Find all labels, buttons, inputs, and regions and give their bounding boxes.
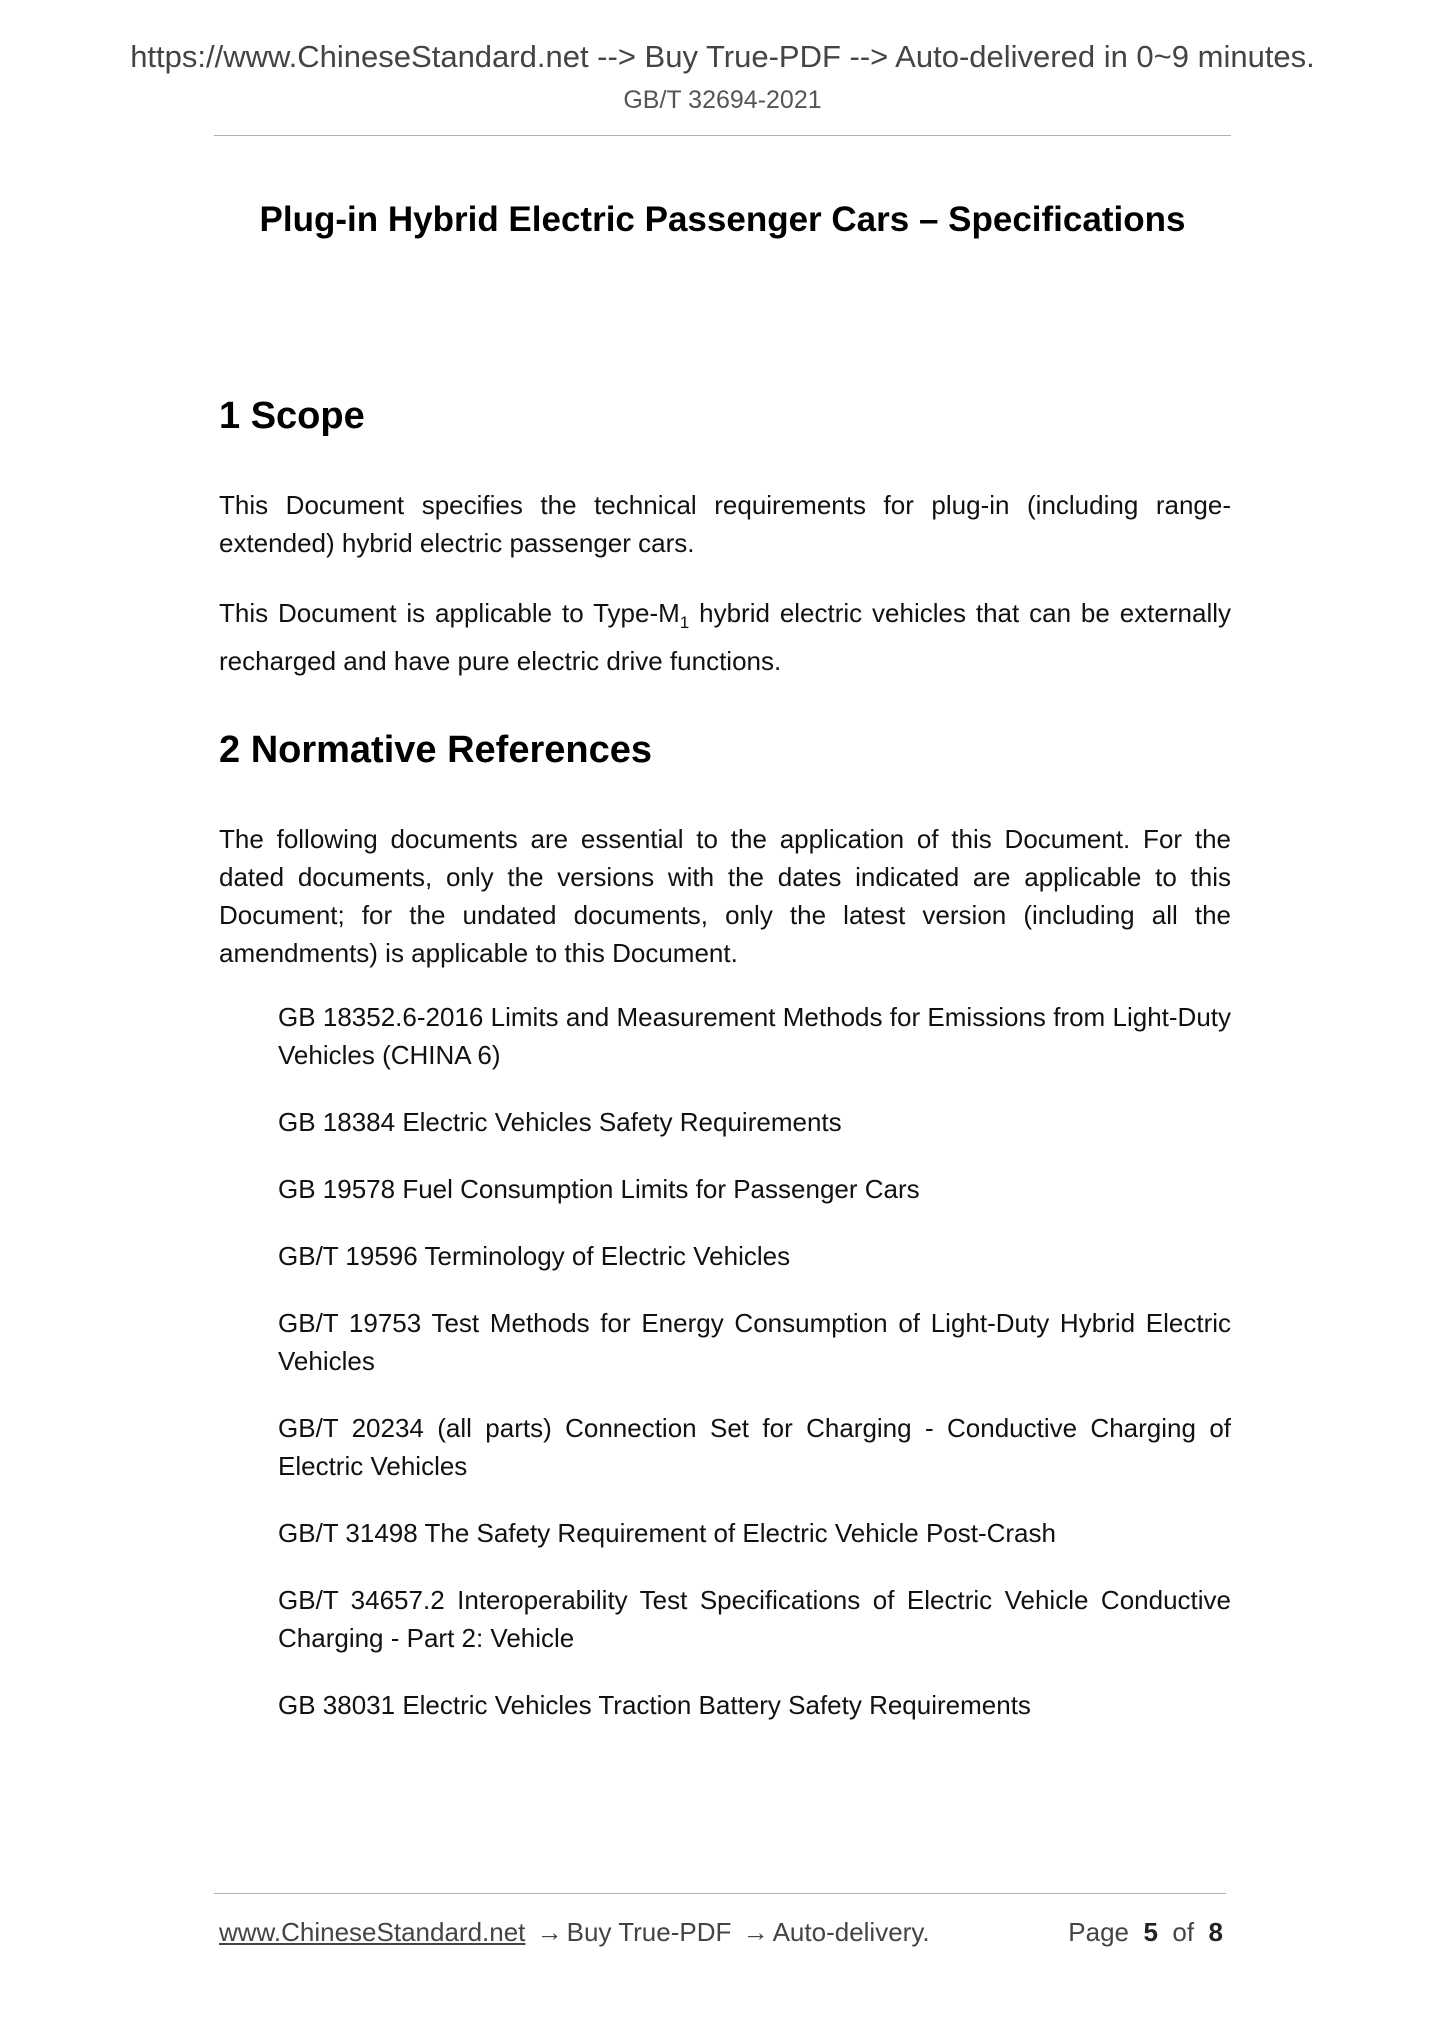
references-intro: The following documents are essential to the application of this Document. For the dated documents, only the versions with the dates indicated are applicable to this Document; for the undated documents, only the latest version (including all the amendments) is applicable to this Document. [219, 824, 1231, 968]
reference-item: GB 18352.6-2016 Limits and Measurement Methods for Emissions from Light-Duty Vehicles (CHINA 6) [278, 1002, 1231, 1070]
reference-item: GB/T 20234 (all parts) Connection Set for Charging - Conductive Charging of Electric Vehicles [278, 1413, 1231, 1481]
scope-paragraph-1: This Document specifies the technical requirements for plug-in (including range-extended) hybrid electric passenger cars. [219, 490, 1231, 558]
page-word: Page [1068, 1917, 1130, 1947]
footer-site-link[interactable]: www.ChineseStandard.net [219, 1917, 526, 1947]
section-1-heading: 1 Scope [219, 395, 365, 437]
scope-paragraph-2 [219, 594, 1231, 680]
reference-item: GB/T 34657.2 Interoperability Test Specifications of Electric Vehicle Conductive Charging - Part 2: Vehicle [278, 1585, 1231, 1653]
page-total: 8 [1208, 1917, 1223, 1947]
reference-list [278, 998, 1231, 1753]
arrow-right-icon: → [742, 1917, 769, 1947]
footer-delivery-text: Auto-delivery. [772, 1917, 930, 1947]
page-current: 5 [1143, 1917, 1158, 1947]
document-title: Plug-in Hybrid Electric Passenger Cars – Specifications [259, 200, 1186, 239]
footer-links [219, 1917, 930, 1948]
scope-paragraph-2-text-a: This Document is applicable to Type-M [219, 598, 680, 628]
reference-item: GB/T 31498 The Safety Requirement of Electric Vehicle Post-Crash [278, 1518, 1056, 1548]
header-standard-number: GB/T 32694-2021 [623, 86, 822, 114]
reference-item: GB 19578 Fuel Consumption Limits for Passenger Cars [278, 1174, 920, 1204]
footer-buy-text: Buy True-PDF [566, 1917, 732, 1947]
subscript-1: 1 [679, 613, 690, 633]
reference-item: GB 18384 Electric Vehicles Safety Requirements [278, 1107, 842, 1137]
section-2-heading: 2 Normative References [219, 729, 652, 771]
of-word: of [1172, 1917, 1195, 1947]
arrow-right-icon: → [536, 1917, 563, 1947]
reference-item: GB 38031 Electric Vehicles Traction Battery Safety Requirements [278, 1690, 1031, 1720]
page-indicator [1068, 1917, 1223, 1948]
reference-item: GB/T 19596 Terminology of Electric Vehicles [278, 1241, 791, 1271]
header-banner: https://www.ChineseStandard.net --> Buy True-PDF --> Auto-delivered in 0~9 minutes. [130, 39, 1315, 74]
header-divider [214, 135, 1231, 136]
footer-divider [214, 1893, 1226, 1894]
reference-item: GB/T 19753 Test Methods for Energy Consumption of Light-Duty Hybrid Electric Vehicles [278, 1308, 1231, 1376]
scope-paragraph-2-text-b: hybrid electric vehicles that can be externally recharged and have pure electric drive functions. [219, 598, 1231, 677]
